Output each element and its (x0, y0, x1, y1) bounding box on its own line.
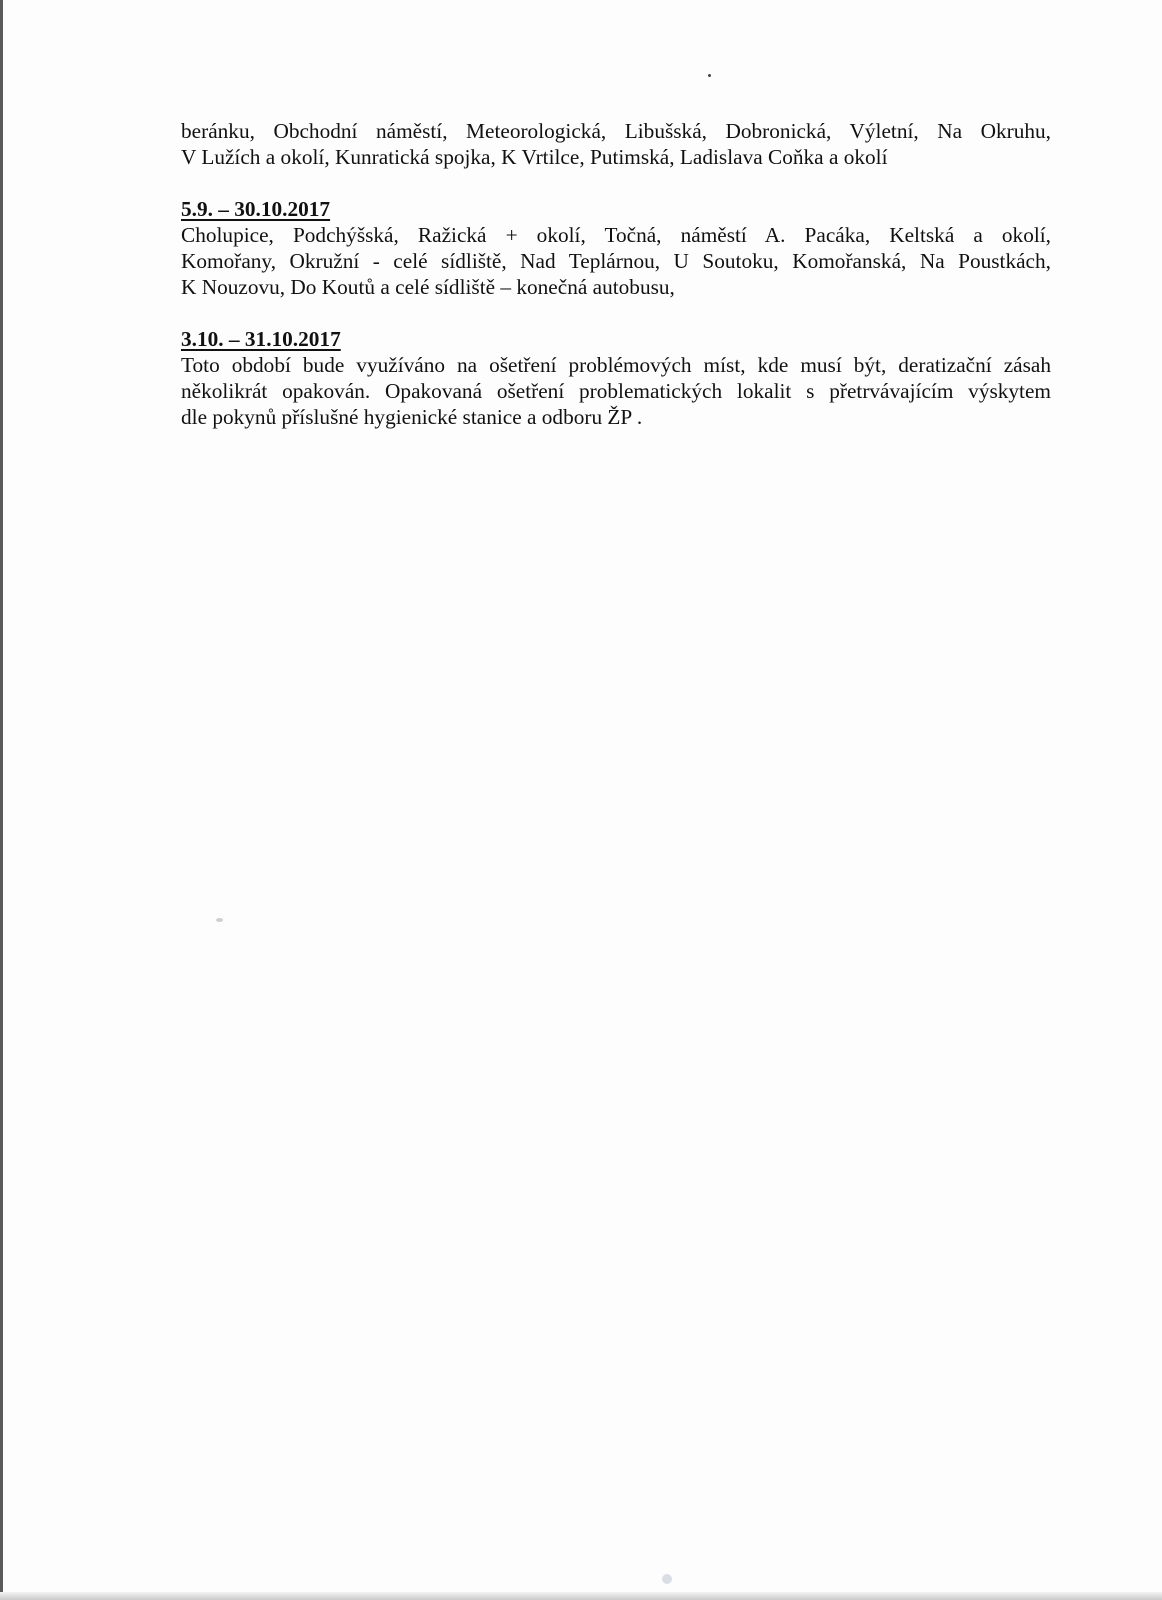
text-line: několikrát opakován. Opakovaná ošetření problematických lokalit s přetrvávajícím výskytem (181, 379, 1051, 403)
text-line: V Lužích a okolí, Kunratická spojka, K Vrtilce, Putimská, Ladislava Coňka a okolí (181, 145, 888, 169)
section-date-heading: 5.9. – 30.10.2017 (181, 197, 331, 221)
text-line: Cholupice, Podchýšská, Ražická + okolí, Točná, náměstí A. Pacáka, Keltská a okolí, (181, 223, 1051, 247)
document-body (181, 118, 1051, 430)
text-line: beránku, Obchodní náměstí, Meteorologická, Libušská, Dobronická, Výletní, Na Okruhu, (181, 119, 1051, 143)
scan-speck (708, 74, 711, 77)
scan-speck (216, 918, 223, 922)
intro-paragraph (181, 118, 1051, 170)
scan-bottom-edge (0, 1592, 1162, 1600)
scan-left-edge (0, 0, 3, 1600)
section-3-10 (181, 326, 1051, 430)
section-date-heading: 3.10. – 31.10.2017 (181, 327, 341, 351)
text-line: Komořany, Okružní - celé sídliště, Nad Teplárnou, U Soutoku, Komořanská, Na Poustkách, (181, 249, 1051, 273)
scan-speck (662, 1574, 672, 1584)
text-line: K Nouzovu, Do Koutů a celé sídliště – konečná autobusu, (181, 275, 675, 299)
text-line: Toto období bude využíváno na ošetření problémových míst, kde musí být, deratizační zásah (181, 353, 1051, 377)
section-5-9 (181, 196, 1051, 300)
section-paragraph (181, 352, 1051, 430)
text-line: dle pokynů příslušné hygienické stanice a odboru ŽP . (181, 405, 643, 429)
section-paragraph (181, 222, 1051, 300)
